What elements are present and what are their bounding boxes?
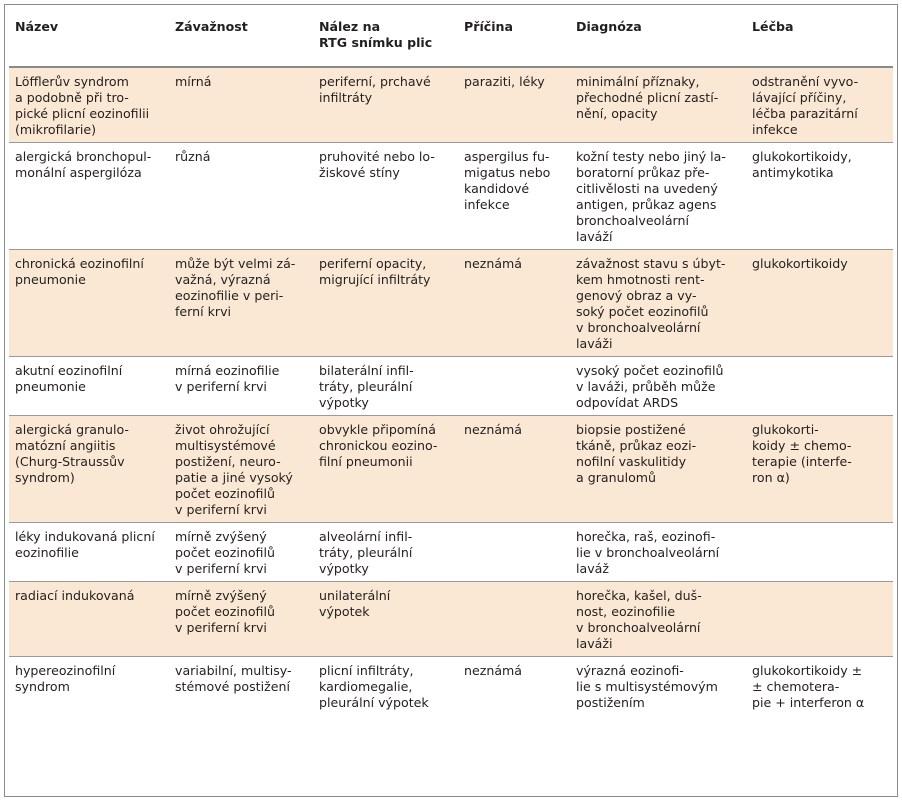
table-row [9, 416, 893, 523]
cell-diagnosis: horečka, raš, eozinofi- lie v bronchoalveolární laváž [576, 529, 720, 576]
table-row [9, 357, 893, 416]
cell-xray-finding: bilaterální infil- tráty, pleurální výpotky [319, 363, 414, 410]
header-name: Název [9, 9, 169, 67]
cell-name: hypereozinofilní syndrom [15, 663, 116, 694]
cell-name: chronická eozinofilní pneumonie [9, 250, 169, 357]
cell-cause: paraziti, léky [458, 67, 570, 143]
eosinophilia-table [9, 9, 893, 715]
cell-name: alergická bronchopul- monální aspergilóza [15, 149, 152, 180]
header-severity: Závažnost [169, 9, 313, 67]
cell-name: Löfflerův syndrom a podobně při tro- pické plicní eozinofilii (mikrofilarie) [9, 67, 169, 143]
cell-cause [458, 582, 570, 657]
cell-treatment: glukokortikoidy [746, 250, 893, 357]
cell-cause: aspergilus fu- migatus nebo kandidové infekce [464, 149, 551, 212]
cell-xray-finding: periferní opacity, migrující infiltráty [313, 250, 458, 357]
cell-treatment [746, 582, 893, 657]
cell-severity: život ohrožující multisystémové postižení, neuro- patie a jiné vysoký počet eozinofilů v periferní krvi [169, 416, 313, 523]
cell-name: akutní eozinofilní pneumonie [15, 363, 123, 394]
table-row [9, 143, 893, 250]
cell-cause [458, 357, 570, 416]
cell-treatment: glukokorti- koidy ± chemo- terapie (interfe- ron α) [746, 416, 893, 523]
cell-xray-finding: periferní, prchavé infiltráty [313, 67, 458, 143]
cell-severity: mírná [169, 67, 313, 143]
cell-xray-finding: unilaterální výpotek [313, 582, 458, 657]
cell-diagnosis: závažnost stavu s úbyt- kem hmotnosti rent- genový obraz a vy- soký počet eozinofilů v bronchoalveolární laváži [570, 250, 746, 357]
header-treatment: Léčba [746, 9, 893, 67]
cell-cause: neznámá [464, 663, 523, 678]
cell-severity: mírná eozinofilie v periferní krvi [175, 363, 280, 394]
cell-name: léky indukovaná plicní eozinofilie [15, 529, 155, 560]
cell-cause [458, 523, 570, 582]
table-row [9, 523, 893, 582]
cell-diagnosis: horečka, kašel, duš- nost, eozinofilie v bronchoalveolární laváži [570, 582, 746, 657]
table-header [9, 9, 893, 67]
table-row [9, 67, 893, 143]
cell-severity: mírně zvýšený počet eozinofilů v periferní krvi [169, 582, 313, 657]
table-row [9, 657, 893, 716]
cell-severity: může být velmi zá- važná, výrazná eozinofilie v peri- ferní krvi [169, 250, 313, 357]
cell-cause: neznámá [458, 250, 570, 357]
cell-diagnosis: biopsie postižené tkáně, průkaz eozi- nofilní vaskulitidy a granulomů [570, 416, 746, 523]
cell-xray-finding: obvykle připomíná chronickou eozino- filní pneumonii [313, 416, 458, 523]
header-diagnosis: Diagnóza [570, 9, 746, 67]
cell-name: alergická granulo- matózní angiitis (Churg-Straussův syndrom) [9, 416, 169, 523]
cell-diagnosis: výrazná eozinofi- lie s multisystémovým postižením [576, 663, 718, 710]
cell-treatment: glukokortikoidy ± ± chemotera- pie + interferon α [752, 663, 865, 710]
cell-xray-finding: plicní infiltráty, kardiomegalie, pleurální výpotek [319, 663, 429, 710]
cell-treatment [746, 523, 893, 582]
cell-treatment: glukokortikoidy, antimykotika [752, 149, 852, 180]
header-xray-finding: Nález na RTG snímku plic [313, 9, 458, 67]
cell-name: radiací indukovaná [9, 582, 169, 657]
cell-treatment: odstranění vyvo- lávající příčiny, léčba parazitární infekce [746, 67, 893, 143]
table-frame [4, 4, 898, 797]
table-row [9, 250, 893, 357]
cell-xray-finding: pruhovité nebo lo- žiskové stíny [319, 149, 435, 180]
cell-diagnosis: minimální příznaky, přechodné plicní zastí- nění, opacity [570, 67, 746, 143]
cell-severity: variabilní, multisy- stémové postižení [175, 663, 292, 694]
cell-cause: neznámá [458, 416, 570, 523]
header-row [9, 9, 893, 67]
table-body [9, 67, 893, 715]
cell-diagnosis: vysoký počet eozinofilů v laváži, průběh může odpovídat ARDS [576, 363, 724, 410]
header-cause: Příčina [458, 9, 570, 67]
cell-xray-finding: alveolární infil- tráty, pleurální výpotky [319, 529, 413, 576]
cell-severity: mírně zvýšený počet eozinofilů v periferní krvi [175, 529, 275, 576]
table-row [9, 582, 893, 657]
cell-severity: různá [175, 149, 211, 164]
cell-treatment [746, 357, 893, 416]
cell-diagnosis: kožní testy nebo jiný la- boratorní průkaz pře- citlivělosti na uvedený antigen, průkaz agens bronchoalveolární laváží [576, 149, 726, 244]
